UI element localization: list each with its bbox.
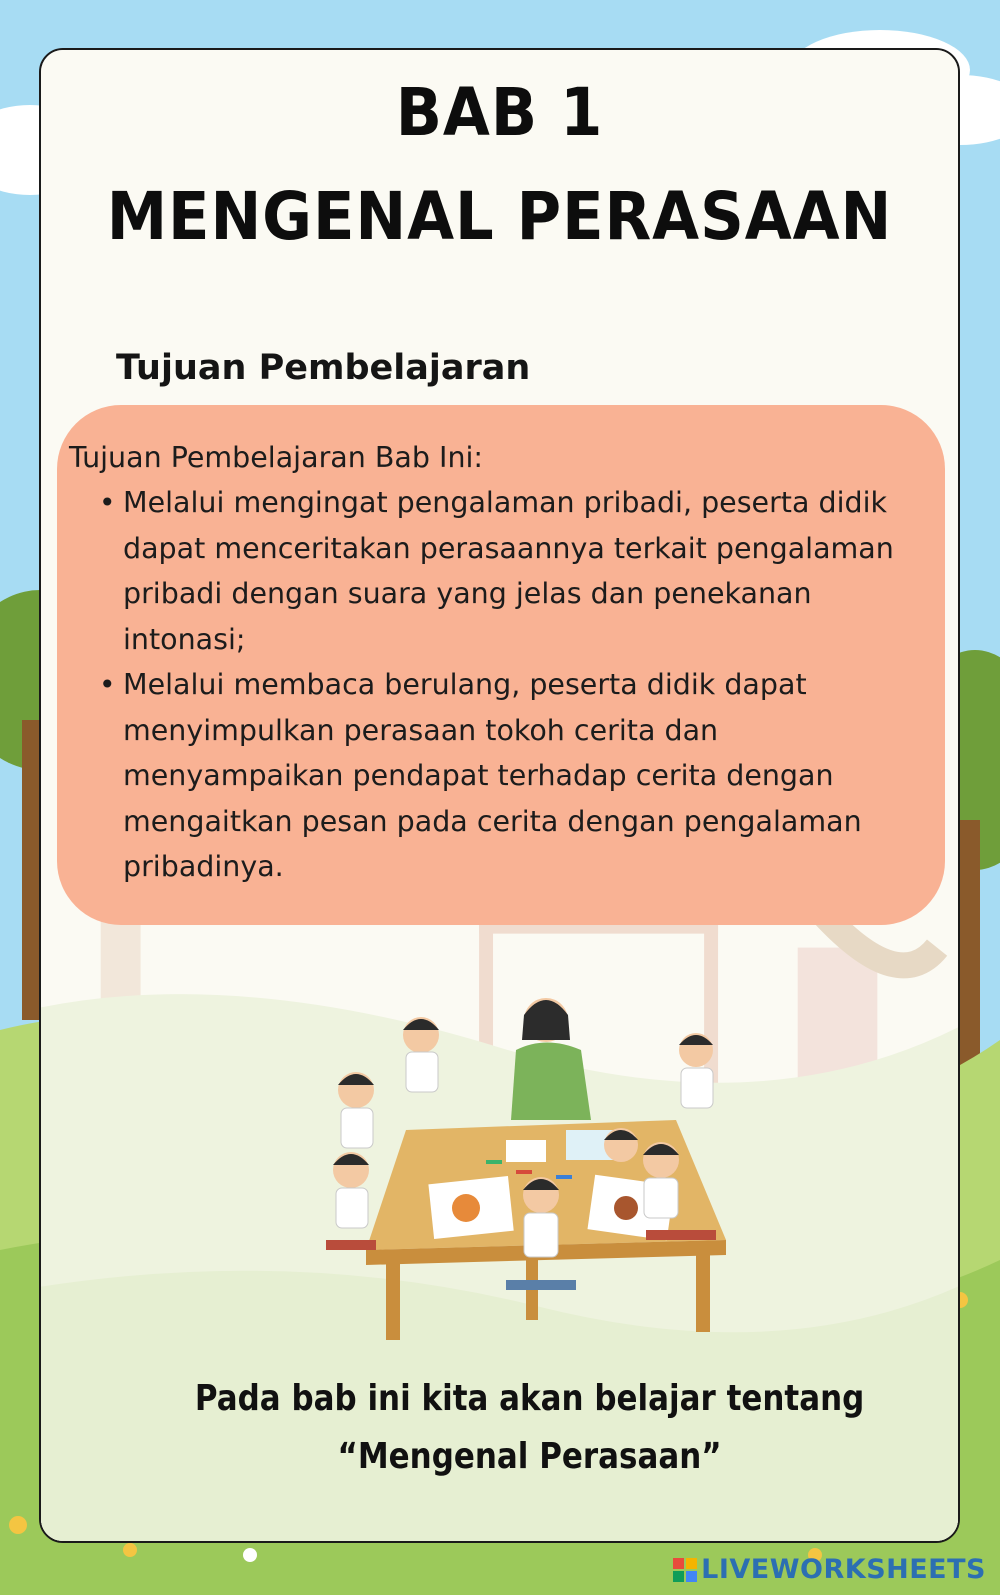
bullet-icon: • [99,486,116,519]
closing-text-line2: “Mengenal Perasaan” [337,1436,722,1477]
chapter-title: MENGENAL PERASAAN [106,178,893,255]
goal-text: Melalui membaca berulang, peserta didik dapat menyimpulkan perasaan tokoh cerita dan menyampaikan pendapat terhadap cerita dengan mengaitkan pesan pada cerita dengan pengalaman pribadinya. [123,668,862,883]
watermark-text: LIVEWORKSHEETS [701,1554,986,1585]
goal-text: Melalui mengingat pengalaman pribadi, peserta didik dapat menceritakan perasaannya terkait pengalaman pribadi dengan suara yang jelas dan penekanan intonasi; [123,486,894,656]
goal-item [99,662,925,890]
section-heading: Tujuan Pembelajaran [116,348,531,388]
children-drawing-illustration [296,980,776,1360]
goal-item [99,480,925,662]
goals-list [69,480,925,890]
worksheet-card [39,48,960,1543]
watermark [673,1554,986,1585]
goals-intro: Tujuan Pembelajaran Bab Ini: [69,441,484,474]
bullet-icon: • [99,668,116,701]
liveworksheets-logo-icon [673,1558,697,1582]
learning-goals-box [57,405,945,925]
closing-text-line1: Pada bab ini kita akan belajar tentang [194,1378,865,1419]
chapter-number: BAB 1 [395,74,604,151]
